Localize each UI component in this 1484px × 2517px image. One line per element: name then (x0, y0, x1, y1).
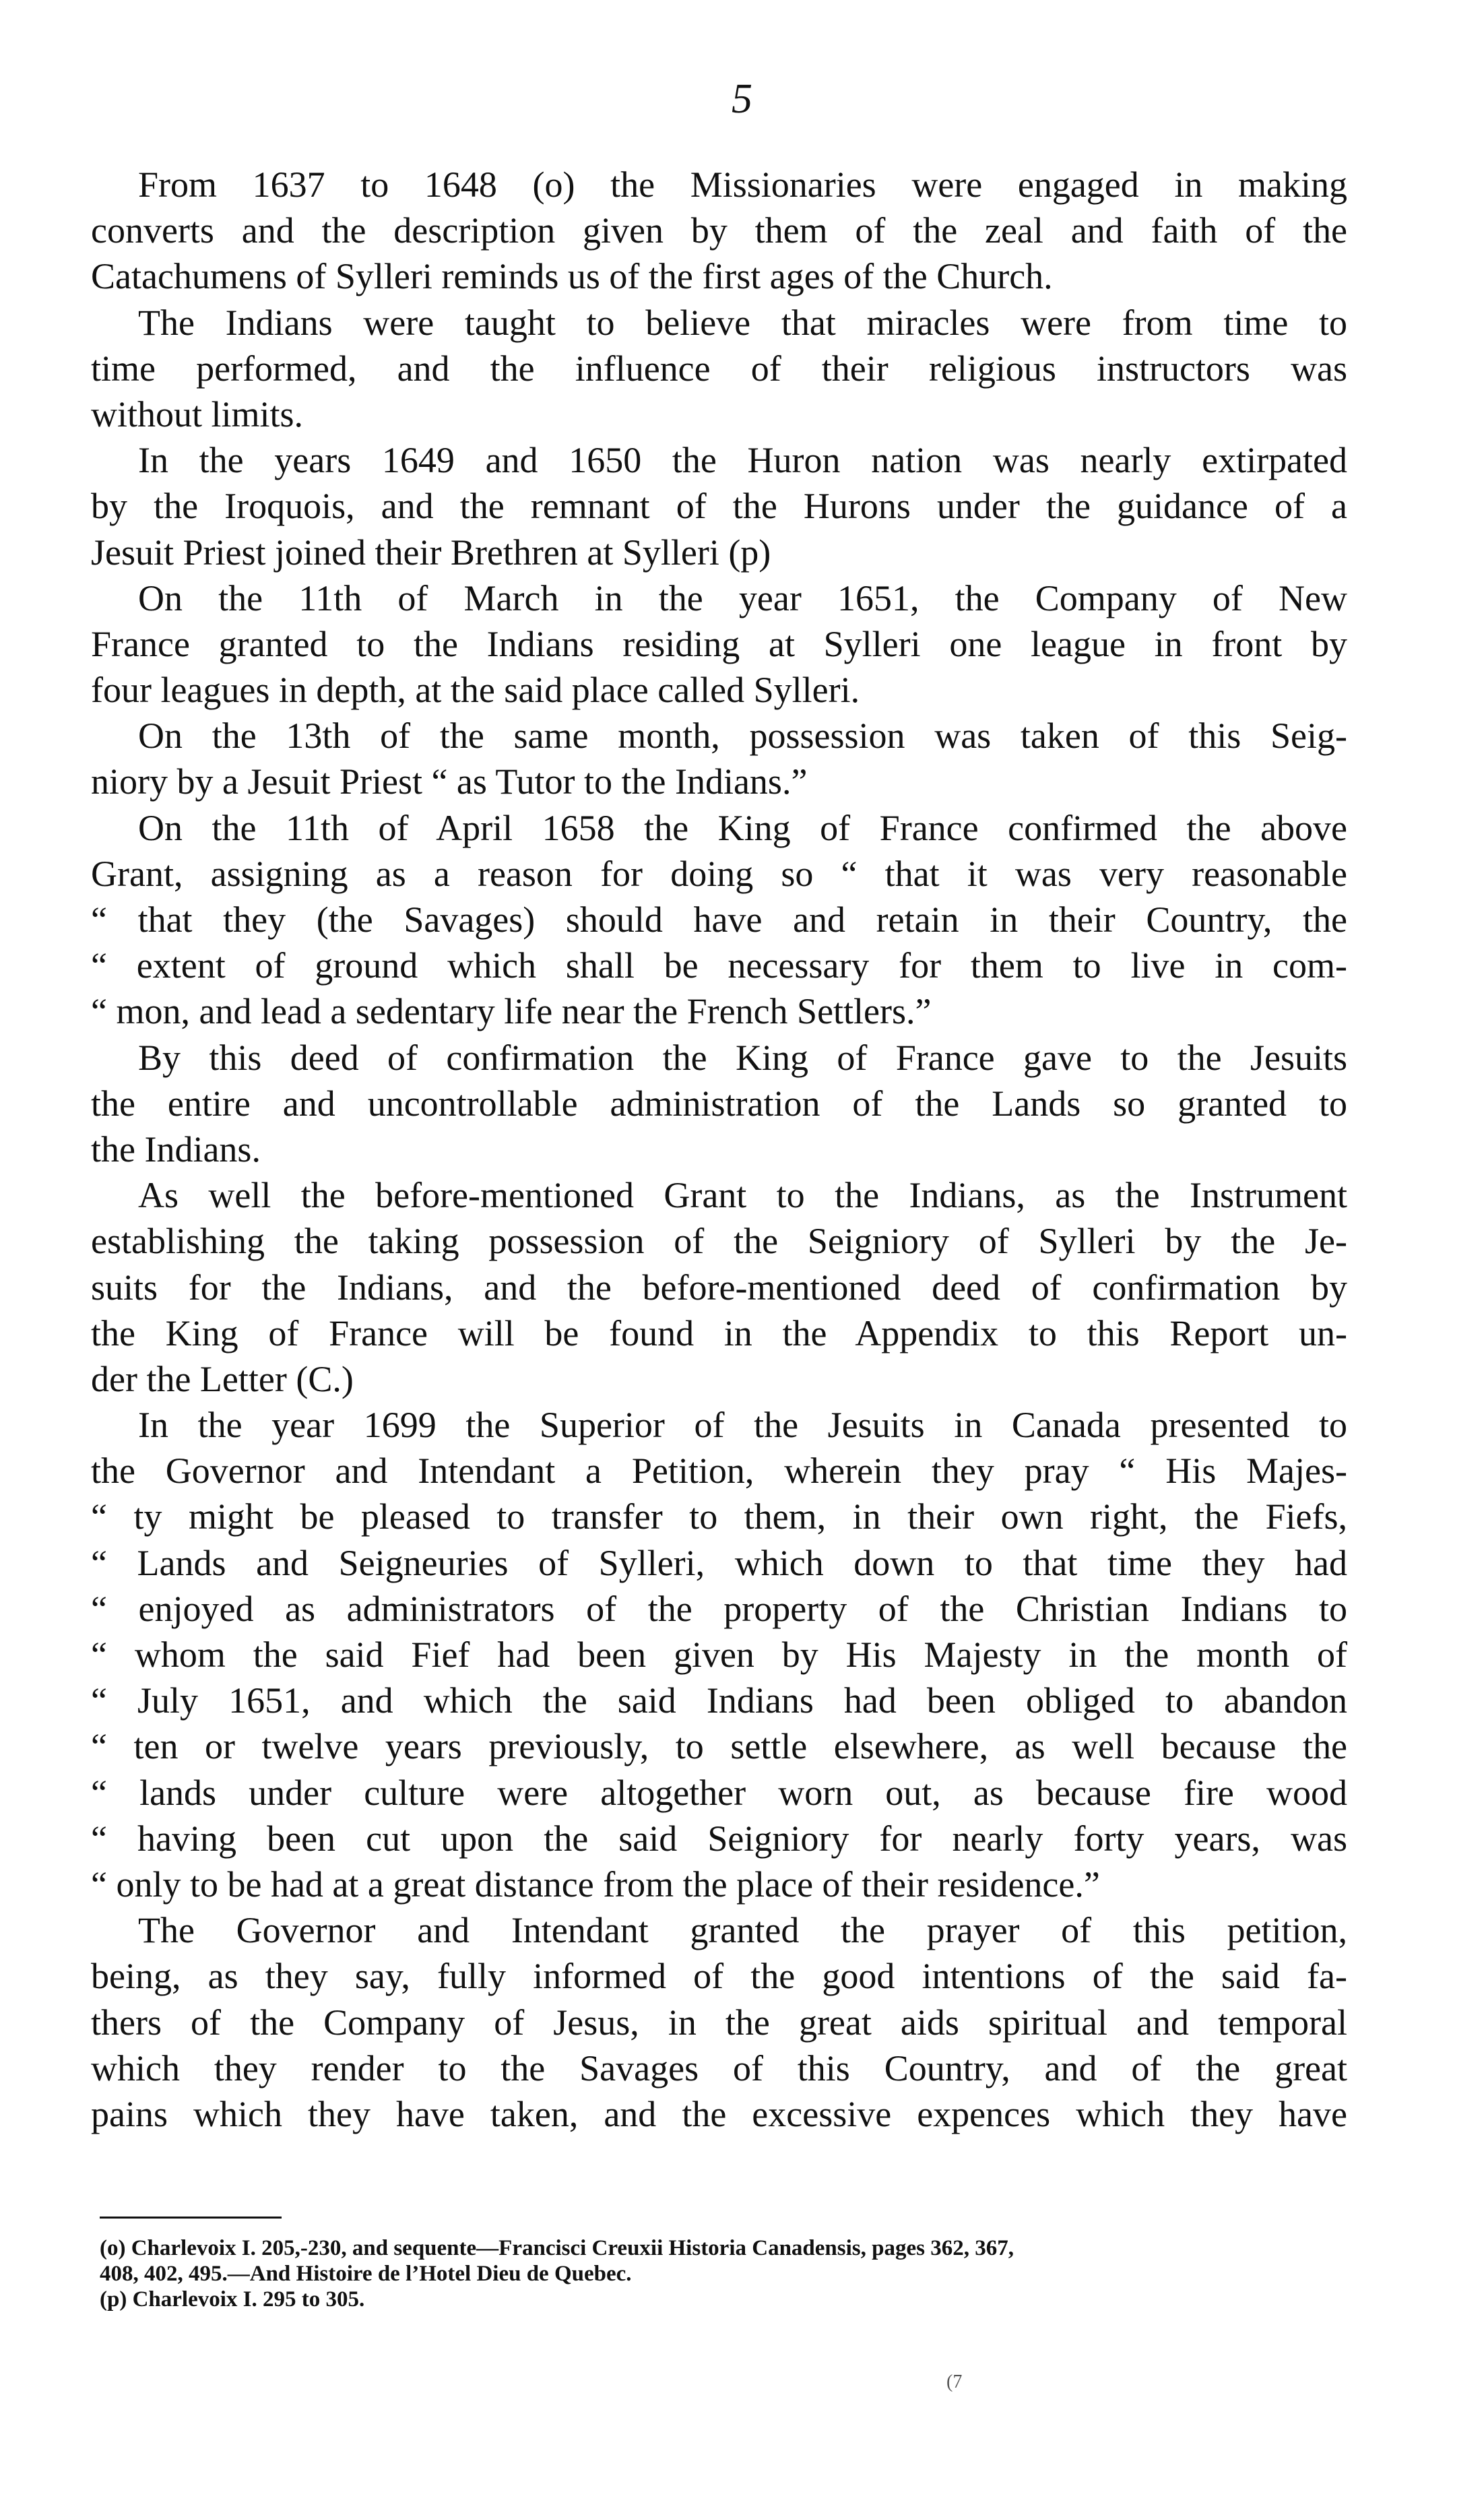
text-line: by the Iroquois, and the remnant of the Hurons under the guidance of a (91, 486, 1347, 527)
text-line: pains which they have taken, and the excessive expences which they have (91, 2093, 1347, 2134)
text-line: “ enjoyed as administrators of the property of the Christian Indians to (91, 1588, 1347, 1629)
text-line: without limits. (91, 393, 304, 435)
text-line: As well the before-mentioned Grant to the Indians, as the Instrument (138, 1175, 1347, 1216)
footnote-line: (o) Charlevoix I. 205,-230, and sequente—Francisci Creuxii Historia Canadensis, pages 362, 367, (100, 2236, 1014, 2260)
text-line: “ extent of ground which shall be necessary for them to live in com- (91, 945, 1347, 986)
page-number: 5 (732, 76, 752, 122)
text-line: On the 13th of the same month, possession was taken of this Seig- (138, 715, 1347, 757)
text-line: On the 11th of April 1658 the King of France confirmed the above (138, 807, 1347, 848)
text-line: From 1637 to 1648 (o) the Missionaries were engaged in making (138, 164, 1347, 205)
text-line: the Governor and Intendant a Petition, wherein they pray “ His Majes- (91, 1451, 1347, 1492)
text-line: Grant, assigning as a reason for doing so “ that it was very reasonable (91, 853, 1347, 894)
text-line: “ July 1651, and which the said Indians had been obliged to abandon (91, 1680, 1347, 1721)
footnote-divider (100, 2217, 282, 2219)
text-line: the entire and uncontrollable administration of the Lands so granted to (91, 1083, 1347, 1124)
body-text (91, 162, 1347, 2137)
text-line: Catachumens of Sylleri reminds us of the first ages of the Church. (91, 256, 1053, 297)
text-line: “ that they (the Savages) should have and retain in their Country, the (91, 899, 1347, 940)
text-line: the Indians. (91, 1128, 261, 1170)
text-line: time performed, and the influence of their religious instructors was (91, 348, 1347, 389)
text-line: On the 11th of March in the year 1651, the Company of New (138, 577, 1347, 618)
footnote-line: 408, 402, 495.—And Histoire de l’Hotel Dieu de Quebec. (100, 2262, 632, 2286)
text-line: thers of the Company of Jesus, in the great aids spiritual and temporal (91, 2002, 1347, 2043)
text-line: niory by a Jesuit Priest “ as Tutor to the Indians.” (91, 761, 808, 802)
text-line: converts and the description given by them of the zeal and faith of the (91, 210, 1347, 251)
text-line: the King of France will be found in the Appendix to this Report un- (91, 1312, 1347, 1353)
text-line: The Indians were taught to believe that miracles were from time to (138, 302, 1347, 343)
text-line: establishing the taking possession of the Seigniory of Sylleri by the Je- (91, 1221, 1347, 1262)
text-line: “ Lands and Seigneuries of Sylleri, which down to that time they had (91, 1542, 1347, 1583)
text-line: In the year 1699 the Superior of the Jesuits in Canada presented to (138, 1405, 1347, 1446)
footnotes (100, 2235, 1353, 2312)
text-line: The Governor and Intendant granted the prayer of this petition, (138, 1910, 1347, 1951)
text-line: “ lands under culture were altogether worn out, as because fire wood (91, 1772, 1347, 1813)
text-line: der the Letter (C.) (91, 1358, 354, 1399)
text-line: “ having been cut upon the said Seigniory for nearly forty years, was (91, 1818, 1347, 1859)
text-line: “ ten or twelve years previously, to settle elsewhere, as well because the (91, 1726, 1347, 1767)
text-line: “ ty might be pleased to transfer to them, in their own right, the Fiefs, (91, 1496, 1347, 1537)
text-line: suits for the Indians, and the before-mentioned deed of confirmation by (91, 1267, 1347, 1308)
text-line: By this deed of confirmation the King of France gave to the Jesuits (138, 1037, 1347, 1078)
text-line: “ whom the said Fief had been given by His Majesty in the month of (91, 1634, 1347, 1675)
text-line: “ only to be had at a great distance from the place of their residence.” (91, 1863, 1100, 1905)
text-line: France granted to the Indians residing at Sylleri one league in front by (91, 623, 1347, 664)
text-line: which they render to the Savages of this Country, and of the great (91, 2047, 1347, 2089)
text-line: being, as they say, fully informed of the good intentions of the said fa- (91, 1956, 1347, 1997)
stray-mark: (7 (946, 2371, 963, 2392)
text-line: four leagues in depth, at the said place called Sylleri. (91, 670, 860, 711)
text-line: “ mon, and lead a sedentary life near the French Settlers.” (91, 991, 932, 1032)
footnote-line: (p) Charlevoix I. 295 to 305. (100, 2287, 365, 2312)
text-line: Jesuit Priest joined their Brethren at Sylleri (p) (91, 532, 771, 573)
text-line: In the years 1649 and 1650 the Huron nation was nearly extirpated (138, 440, 1347, 481)
